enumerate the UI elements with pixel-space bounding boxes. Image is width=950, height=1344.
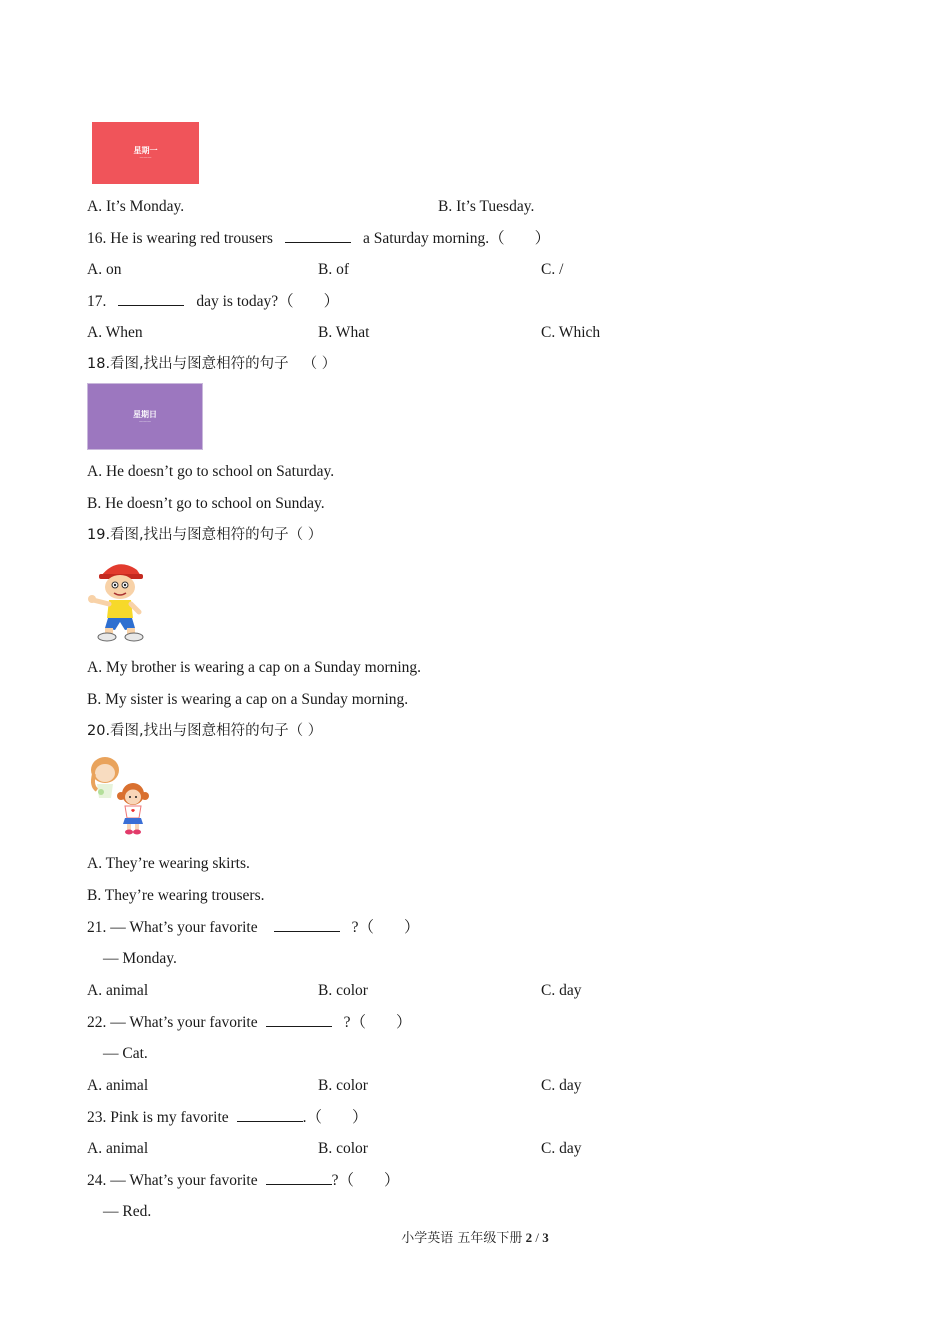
stem-text: 17. (87, 293, 107, 310)
answer-blank[interactable] (266, 1011, 332, 1027)
q21-answer: — Monday. (103, 950, 177, 967)
option-b[interactable]: B. It’s Tuesday. (438, 198, 535, 215)
option-c[interactable]: C. Which (541, 324, 601, 341)
q17-stem (87, 290, 339, 312)
option-b[interactable]: B. color (318, 1140, 368, 1157)
page-footer (0, 1228, 950, 1249)
option-a[interactable]: A. animal (87, 982, 149, 999)
option-a[interactable]: A. on (87, 261, 122, 278)
stem-text: 24. — What’s your favorite (87, 1172, 258, 1189)
q22-stem (87, 1011, 412, 1033)
answer-blank[interactable] (237, 1106, 303, 1122)
paren-close: ） (396, 1014, 412, 1031)
option-b[interactable]: B. color (318, 982, 368, 999)
page-separator: / (535, 1230, 539, 1245)
stem-text-after: day is today?（ (196, 293, 294, 310)
option-a[interactable]: A. animal (87, 1077, 149, 1094)
stem-text-after: .（ (302, 1109, 323, 1126)
stem-text: 22. — What’s your favorite (87, 1014, 258, 1031)
answer-blank[interactable] (285, 227, 351, 243)
stem-text-after: ?（ (331, 1172, 354, 1189)
answer-blank[interactable] (266, 1169, 332, 1185)
q20-option-a[interactable]: A. They’re wearing skirts. (87, 855, 250, 872)
stem-text: 16. He is wearing red trousers (87, 230, 273, 247)
stem-text-after: a Saturday morning.（ (362, 230, 505, 247)
option-c[interactable]: C. / (541, 261, 564, 278)
card-subtext: ——— (139, 155, 152, 160)
option-a[interactable]: A. When (87, 324, 143, 341)
option-b[interactable]: B. color (318, 1077, 368, 1094)
paren-close: ） (352, 1109, 368, 1126)
card-text: 星期一 (133, 146, 158, 155)
option-c[interactable]: C. day (541, 1077, 582, 1094)
option-c[interactable]: C. day (541, 982, 582, 999)
option-c[interactable]: C. day (541, 1140, 582, 1157)
answer-paren[interactable]: （ ） (302, 356, 337, 372)
q16-stem (87, 227, 550, 249)
q22-answer: — Cat. (103, 1045, 148, 1062)
q18-stem (87, 353, 336, 375)
two-girls-illustration (87, 752, 157, 838)
paren-close: ） (404, 919, 420, 936)
card-text: 星期日 (133, 409, 157, 419)
q24-answer: — Red. (103, 1203, 152, 1220)
q24-stem (87, 1169, 400, 1191)
q18-option-a[interactable]: A. He doesn’t go to school on Saturday. (87, 463, 335, 480)
option-a[interactable]: A. It’s Monday. (87, 198, 185, 215)
q21-stem (87, 916, 420, 938)
option-b[interactable]: B. What (318, 324, 370, 341)
q19-option-a[interactable]: A. My brother is wearing a cap on a Sunday morning. (87, 659, 422, 676)
stem-text-after: ?（ (343, 1014, 366, 1031)
q19-option-b[interactable]: B. My sister is wearing a cap on a Sunday morning. (87, 691, 409, 708)
stem-text: 23. Pink is my favorite (87, 1109, 229, 1126)
weekday-card-monday (92, 122, 199, 184)
paren-close: ） (384, 1172, 400, 1189)
answer-blank[interactable] (118, 290, 184, 306)
paren-close: ） (323, 293, 340, 310)
boy-with-cap-illustration (87, 556, 153, 642)
stem-text: 18.看图,找出与图意相符的句子 (87, 356, 289, 372)
answer-blank[interactable] (274, 916, 340, 932)
card-subtext: ——— (139, 418, 151, 424)
q23-stem (87, 1106, 368, 1128)
stem-text: 21. — What’s your favorite (87, 919, 258, 936)
footer-title: 小学英语 五年级下册 (401, 1231, 523, 1246)
stem-text-after: ?（ (351, 919, 374, 936)
paren-close: ） (534, 230, 551, 247)
q19-stem: 19.看图,找出与图意相符的句子（ ） (87, 527, 323, 543)
q20-stem: 20.看图,找出与图意相符的句子（ ） (87, 723, 323, 739)
weekday-card-sunday (87, 383, 203, 450)
q18-option-b[interactable]: B. He doesn’t go to school on Sunday. (87, 495, 325, 512)
page-number: 2 (525, 1230, 533, 1245)
option-b[interactable]: B. of (318, 261, 349, 278)
option-a[interactable]: A. animal (87, 1140, 149, 1157)
page-total: 3 (542, 1230, 549, 1245)
q20-option-b[interactable]: B. They’re wearing trousers. (87, 887, 265, 904)
